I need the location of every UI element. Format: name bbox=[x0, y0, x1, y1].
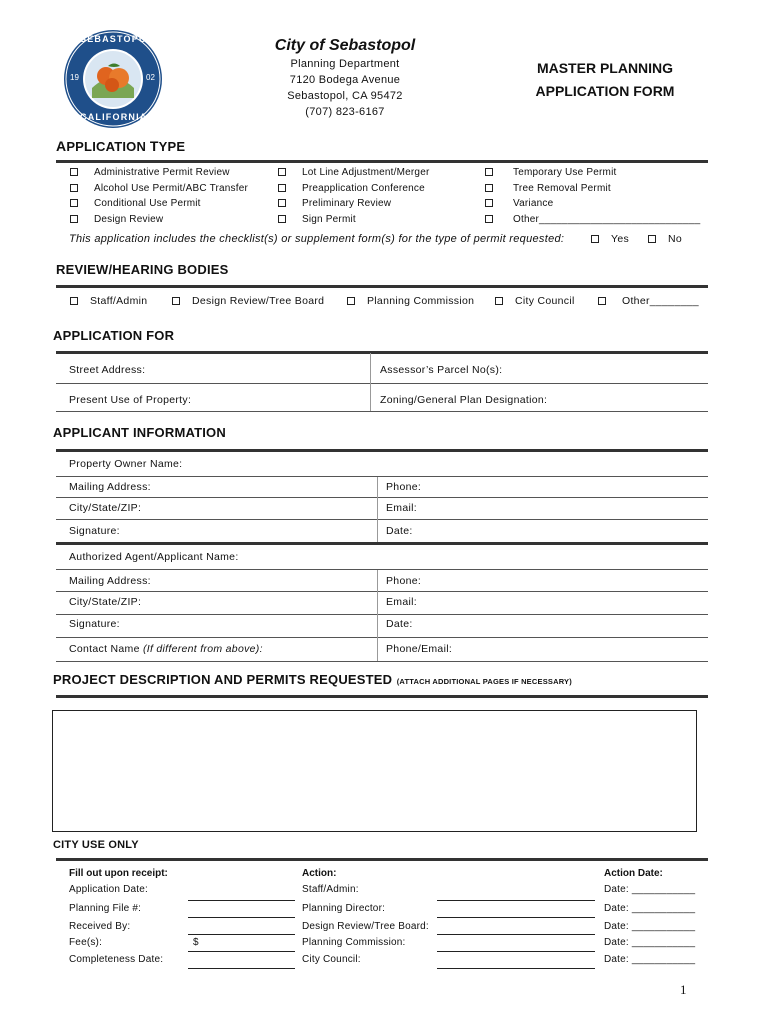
agent-city-field[interactable]: City/State/ZIP: bbox=[69, 596, 142, 608]
owner-email-field[interactable]: Email: bbox=[386, 502, 417, 514]
planning-file-label: Planning File #: bbox=[69, 903, 142, 914]
checklist-yes[interactable]: Yes bbox=[591, 233, 629, 245]
street-address-field[interactable]: Street Address: bbox=[69, 364, 146, 376]
checkbox[interactable] bbox=[648, 235, 656, 243]
owner-name-field[interactable]: Property Owner Name: bbox=[69, 458, 183, 470]
design-review-label: Design Review/Tree Board: bbox=[302, 921, 429, 932]
project-description-title: PROJECT DESCRIPTION AND PERMITS REQUESTED (ATTACH ADDITIONAL PAGES IF NECESSARY) bbox=[53, 672, 572, 687]
city-name: City of Sebastopol bbox=[274, 37, 416, 54]
section-divider bbox=[56, 160, 708, 163]
present-use-field[interactable]: Present Use of Property: bbox=[69, 394, 192, 406]
agent-signature-field[interactable]: Signature: bbox=[69, 618, 120, 630]
city-council-line[interactable] bbox=[437, 968, 595, 969]
checkbox[interactable] bbox=[70, 199, 78, 207]
review-option-other[interactable]: Other________ bbox=[598, 295, 699, 307]
permit-option[interactable]: Preapplication Conference bbox=[278, 183, 430, 199]
application-type-title: APPLICATION TYPE bbox=[56, 138, 186, 154]
column-divider bbox=[370, 353, 371, 411]
checkbox[interactable] bbox=[172, 297, 180, 305]
agent-mailing-field[interactable]: Mailing Address: bbox=[69, 575, 151, 587]
permit-option[interactable]: Temporary Use Permit bbox=[485, 167, 700, 183]
checkbox[interactable] bbox=[70, 297, 78, 305]
address-line-2: Sebastopol, CA 95472 bbox=[287, 90, 403, 102]
action-label: Action: bbox=[302, 868, 337, 879]
checklist-statement: This application includes the checklist(s) or supplement form(s) for the type of permit requested: bbox=[69, 233, 565, 245]
action-date-field[interactable]: Date: ___________ bbox=[604, 903, 696, 914]
section-divider bbox=[56, 285, 708, 288]
parcel-number-field[interactable]: Assessor’s Parcel No(s): bbox=[380, 364, 503, 376]
checkbox[interactable] bbox=[278, 215, 286, 223]
fill-out-label: Fill out upon receipt: bbox=[69, 868, 168, 879]
received-by-line[interactable] bbox=[188, 934, 295, 935]
checkbox[interactable] bbox=[278, 199, 286, 207]
seal-top-text: SEBASTOPOL bbox=[80, 34, 154, 44]
completeness-date-line[interactable] bbox=[188, 968, 295, 969]
agent-name-field[interactable]: Authorized Agent/Applicant Name: bbox=[69, 551, 239, 563]
review-bodies-title: REVIEW/HEARING BODIES bbox=[56, 262, 229, 277]
address-line-1: 7120 Bodega Avenue bbox=[289, 74, 401, 86]
section-divider bbox=[56, 695, 708, 698]
section-divider bbox=[56, 351, 708, 354]
checkbox[interactable] bbox=[278, 168, 286, 176]
row-divider bbox=[56, 411, 708, 412]
city-seal bbox=[62, 28, 164, 130]
planning-file-line[interactable] bbox=[188, 917, 295, 918]
row-divider bbox=[56, 637, 708, 638]
fees-label: Fee(s): bbox=[69, 937, 103, 948]
checkbox[interactable] bbox=[278, 184, 286, 192]
checkbox[interactable] bbox=[598, 297, 606, 305]
applicant-info-title: APPLICANT INFORMATION bbox=[53, 425, 226, 440]
agent-phone-field[interactable]: Phone: bbox=[386, 575, 422, 587]
section-divider bbox=[56, 858, 708, 861]
dept-name: Planning Department bbox=[290, 58, 400, 70]
permit-option[interactable]: Design Review bbox=[70, 214, 248, 230]
contact-phone-email-field[interactable]: Phone/Email: bbox=[386, 643, 453, 655]
checkbox[interactable] bbox=[485, 184, 493, 192]
zoning-field[interactable]: Zoning/General Plan Designation: bbox=[380, 394, 548, 406]
seal-year-right: 02 bbox=[146, 73, 155, 82]
planning-commission-label: Planning Commission: bbox=[302, 937, 406, 948]
row-divider bbox=[56, 519, 708, 520]
page-number: 1 bbox=[680, 982, 687, 997]
permit-option[interactable]: Tree Removal Permit bbox=[485, 183, 700, 199]
application-date-line[interactable] bbox=[188, 900, 295, 901]
checkbox[interactable] bbox=[591, 235, 599, 243]
seal-year-left: 19 bbox=[70, 73, 79, 82]
review-option-staff[interactable]: Staff/Admin bbox=[70, 295, 147, 307]
planning-director-label: Planning Director: bbox=[302, 903, 386, 914]
checkbox[interactable] bbox=[70, 215, 78, 223]
received-by-label: Received By: bbox=[69, 921, 131, 932]
column-divider bbox=[377, 477, 378, 543]
review-option-planning[interactable]: Planning Commission bbox=[347, 295, 474, 307]
city-use-title: CITY USE ONLY bbox=[53, 839, 139, 851]
action-date-field[interactable]: Date: ___________ bbox=[604, 921, 696, 932]
fees-line[interactable] bbox=[188, 951, 295, 952]
checklist-no[interactable]: No bbox=[648, 233, 682, 245]
owner-signature-field[interactable]: Signature: bbox=[69, 525, 120, 537]
completeness-date-label: Completeness Date: bbox=[69, 954, 164, 965]
checkbox[interactable] bbox=[495, 297, 503, 305]
owner-date-field[interactable]: Date: bbox=[386, 525, 413, 537]
planning-director-line[interactable] bbox=[437, 917, 595, 918]
agent-date-field[interactable]: Date: bbox=[386, 618, 413, 630]
row-divider bbox=[56, 497, 708, 498]
row-divider bbox=[56, 476, 708, 477]
row-divider bbox=[56, 661, 708, 662]
permit-option[interactable]: Variance bbox=[485, 198, 700, 214]
permit-option[interactable]: Sign Permit bbox=[278, 214, 430, 230]
row-divider bbox=[56, 383, 708, 384]
row-divider bbox=[56, 614, 708, 615]
agent-email-field[interactable]: Email: bbox=[386, 596, 417, 608]
form-title-1: MASTER PLANNING bbox=[536, 60, 674, 76]
city-council-label: City Council: bbox=[302, 954, 361, 965]
contact-name-field[interactable]: Contact Name (If different from above): bbox=[69, 643, 263, 655]
owner-city-field[interactable]: City/State/ZIP: bbox=[69, 502, 142, 514]
checkbox[interactable] bbox=[485, 168, 493, 176]
row-divider bbox=[56, 591, 708, 592]
owner-mailing-field[interactable]: Mailing Address: bbox=[69, 481, 151, 493]
staff-admin-label: Staff/Admin: bbox=[302, 884, 359, 895]
checkbox[interactable] bbox=[70, 168, 78, 176]
application-for-title: APPLICATION FOR bbox=[53, 328, 175, 343]
review-option-council[interactable]: City Council bbox=[495, 295, 575, 307]
fee-dollar-sign: $ bbox=[193, 937, 199, 948]
phone-number: (707) 823-6167 bbox=[305, 106, 385, 118]
form-title-2: APPLICATION FORM bbox=[535, 83, 675, 99]
project-description-box[interactable] bbox=[52, 710, 697, 832]
planning-commission-line[interactable] bbox=[437, 951, 595, 952]
permit-option[interactable]: Preliminary Review bbox=[278, 198, 430, 214]
permit-column-1 bbox=[70, 167, 248, 229]
section-divider bbox=[56, 449, 708, 452]
action-date-field[interactable]: Date: ___________ bbox=[604, 884, 696, 895]
checkbox[interactable] bbox=[485, 199, 493, 207]
column-divider bbox=[377, 570, 378, 661]
action-date-field[interactable]: Date: ___________ bbox=[604, 954, 696, 965]
design-review-line[interactable] bbox=[437, 934, 595, 935]
permit-option[interactable]: Conditional Use Permit bbox=[70, 198, 248, 214]
review-option-design[interactable]: Design Review/Tree Board bbox=[172, 295, 324, 307]
application-date-label: Application Date: bbox=[69, 884, 149, 895]
permit-column-3 bbox=[485, 167, 700, 229]
checkbox[interactable] bbox=[70, 184, 78, 192]
owner-phone-field[interactable]: Phone: bbox=[386, 481, 422, 493]
permit-option[interactable]: Other____________________________ bbox=[485, 214, 700, 230]
action-date-label: Action Date: bbox=[604, 868, 663, 879]
checkbox[interactable] bbox=[485, 215, 493, 223]
permit-option[interactable]: Lot Line Adjustment/Merger bbox=[278, 167, 430, 183]
permit-option[interactable]: Administrative Permit Review bbox=[70, 167, 248, 183]
staff-admin-line[interactable] bbox=[437, 900, 595, 901]
action-date-field[interactable]: Date: ___________ bbox=[604, 937, 696, 948]
seal-bottom-text: CALIFORNIA bbox=[80, 112, 148, 122]
permit-option[interactable]: Alcohol Use Permit/ABC Transfer bbox=[70, 183, 248, 199]
row-divider bbox=[56, 569, 708, 570]
group-divider bbox=[56, 542, 708, 545]
checkbox[interactable] bbox=[347, 297, 355, 305]
permit-column-2 bbox=[278, 167, 430, 229]
